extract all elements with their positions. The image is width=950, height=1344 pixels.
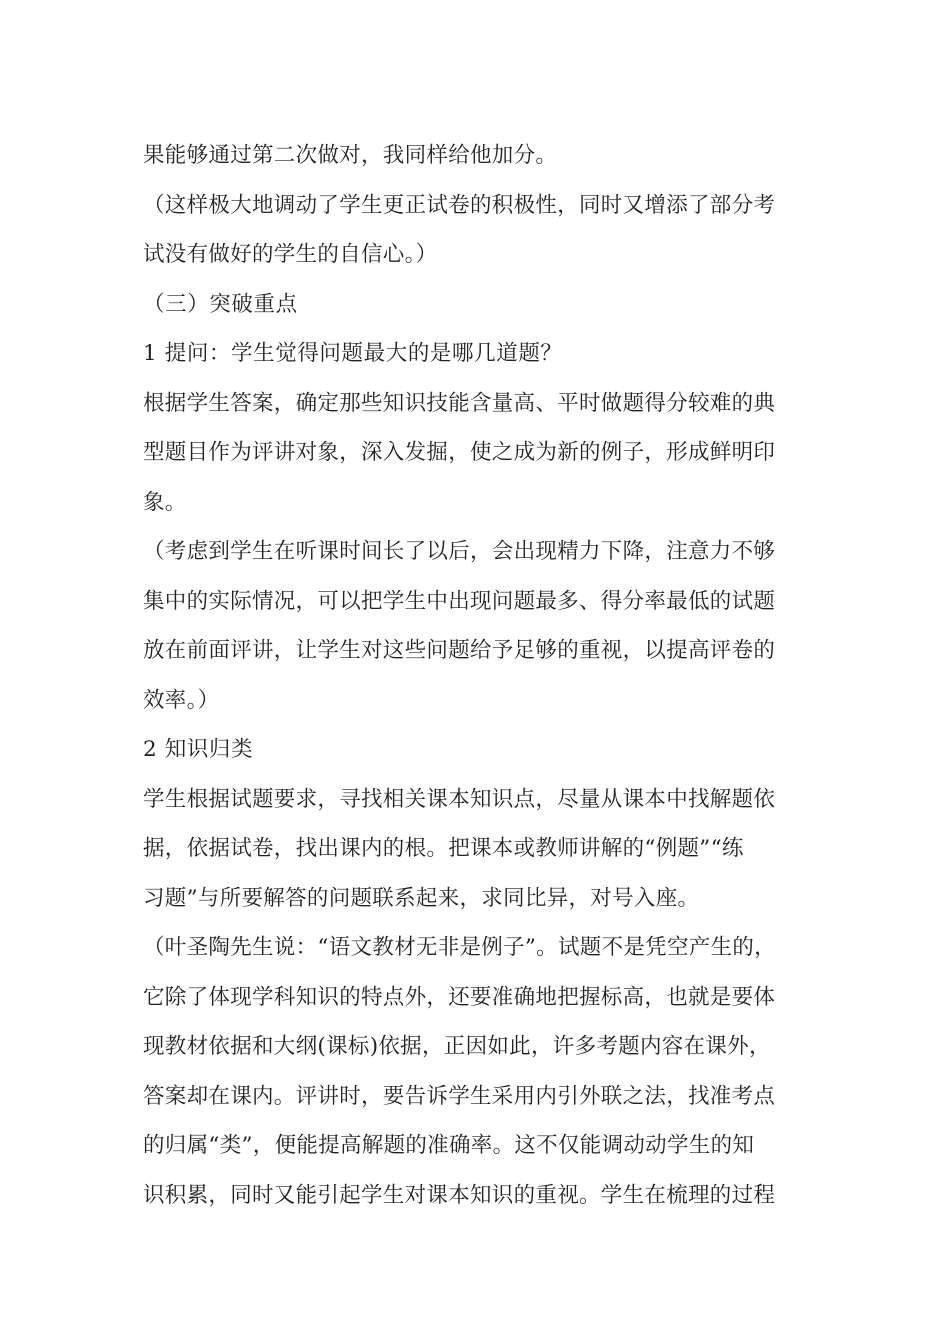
paragraph-line: （考虑到学生在听课时间长了以后，会出现精力下降，注意力不够 (143, 539, 776, 564)
paragraph-line: （这样极大地调动了学生更正试卷的积极性，同时又增添了部分考 (143, 192, 776, 218)
paragraph-line: 集中的实际情况，可以把学生中出现问题最多、得分率最低的试题 (143, 588, 776, 614)
paragraph-line: 放在前面评讲，让学生对这些问题给予足够的重视，以提高评卷的 (143, 638, 776, 663)
paragraph-line: 学生根据试题要求，寻找相关课本知识点，尽量从课本中找解题依 (143, 786, 776, 812)
paragraph-line: 现教材依据和大纲(课标)依据，正因如此，许多考题内容在课外， (143, 1034, 771, 1059)
paragraph-line: 果能够通过第二次做对，我同样给他加分。 (143, 143, 558, 168)
paragraph-line: 据，依据试卷，找出课内的根。把课本或教师讲解的“例题”“练 (143, 836, 744, 861)
paragraph-line: 的归属“类”，便能提高解题的准确率。这不仅能调动动学生的知 (143, 1133, 755, 1158)
paragraph-line: （叶圣陶先生说：“语文教材无非是例子”。试题不是凭空产生的， (143, 935, 776, 960)
subsection-heading: 2 知识归类 (143, 737, 254, 762)
paragraph-line: 试没有做好的学生的自信心。） (143, 242, 438, 267)
paragraph-line: 象。 (143, 489, 187, 515)
paragraph-line: 型题目作为评讲对象，深入发掘，使之成为新的例子，形成鲜明印 (143, 440, 776, 465)
paragraph-line: 习题”与所要解答的问题联系起来，求同比异，对号入座。 (143, 885, 700, 911)
paragraph-line: 答案却在课内。评讲时，要告诉学生采用内引外联之法，找准考点 (143, 1083, 776, 1109)
paragraph-line: 根据学生答案，确定那些知识技能含量高、平时做题得分较难的典 (143, 390, 776, 416)
paragraph-line: 识积累，同时又能引起学生对课本知识的重视。学生在梳理的过程 (143, 1182, 776, 1208)
section-heading: （三）突破重点 (143, 291, 298, 317)
document-body (143, 131, 843, 1220)
subsection-heading: 1 提问：学生觉得问题最大的是哪几道题？ (143, 341, 563, 366)
paragraph-line: 效率。） (143, 687, 220, 713)
paragraph-line: 它除了体现学科知识的特点外，还要准确地把握标高，也就是要体 (143, 984, 776, 1010)
